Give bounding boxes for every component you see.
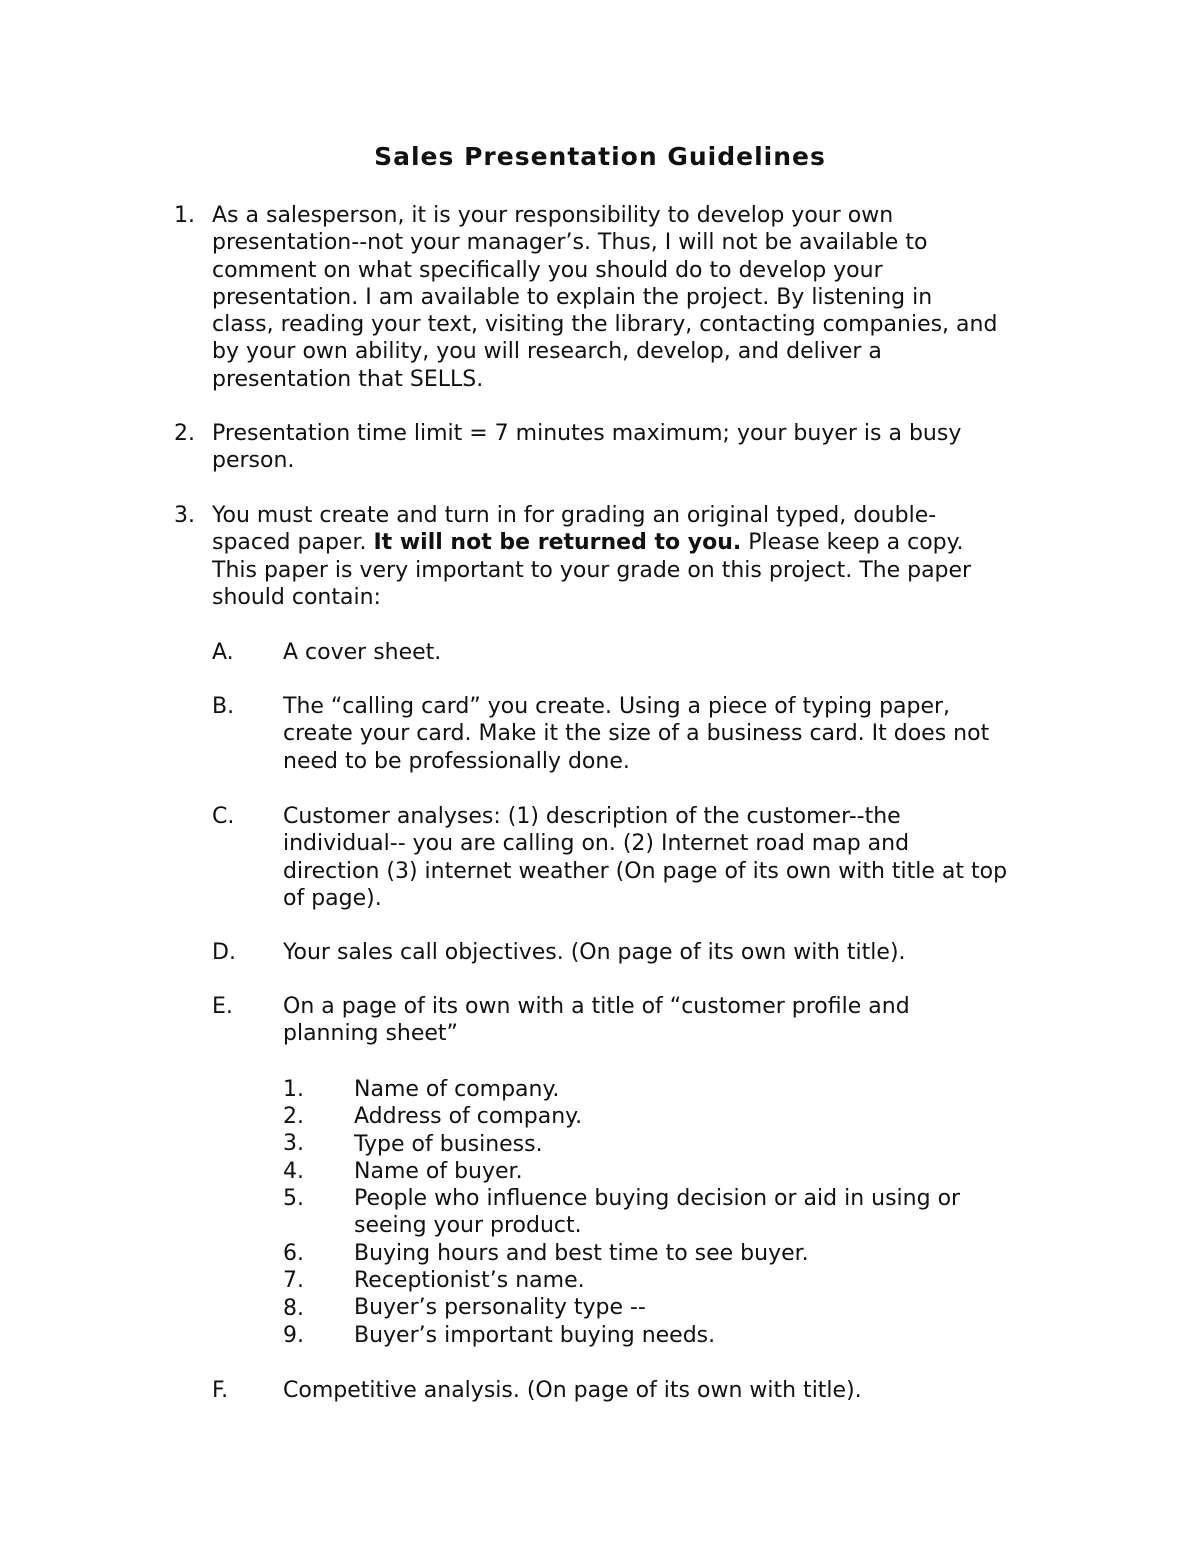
list-item: People who influence buying decision or aid in using or xyxy=(354,1186,961,1212)
list-item: Address of company. xyxy=(354,1104,583,1130)
sub-item-e-letter: E. xyxy=(212,994,233,1019)
item-1-number: 1. xyxy=(174,203,195,228)
text-line: presentation. I am available to explain the project. By listening in xyxy=(212,284,933,310)
profile-item-number: 8. xyxy=(283,1296,304,1321)
list-item: seeing your product. xyxy=(354,1213,582,1239)
sub-item-a-letter: A. xyxy=(212,640,234,665)
text-line: should contain: xyxy=(212,584,381,610)
sub-item-c-text xyxy=(283,803,1007,912)
item-3-number: 3. xyxy=(174,503,195,528)
text-line: planning sheet” xyxy=(283,1021,458,1047)
text-line: Customer analyses: (1) description of the customer--the xyxy=(283,804,901,829)
page-title: Sales Presentation Guidelines xyxy=(374,142,826,171)
item-2-text xyxy=(212,420,961,475)
item-2-number: 2. xyxy=(174,421,195,446)
sub-item-d-text xyxy=(283,939,906,966)
text-line: need to be professionally done. xyxy=(283,748,630,774)
profile-item-number: 1. xyxy=(283,1077,304,1102)
profile-item-number: 3. xyxy=(283,1131,304,1156)
text-line: The “calling card” you create. Using a piece of typing paper, xyxy=(283,694,951,719)
text-line: presentation that SELLS. xyxy=(212,366,484,392)
text-line: person. xyxy=(212,448,295,474)
sub-item-d-letter: D. xyxy=(212,940,236,965)
text-line xyxy=(212,529,971,556)
list-item: Receptionist’s name. xyxy=(354,1268,585,1294)
sub-item-b-letter: B. xyxy=(212,694,235,719)
item-3-text xyxy=(212,502,971,611)
text-line: You must create and turn in for grading an original typed, double- xyxy=(212,503,937,528)
list-item: Buyer’s important buying needs. xyxy=(354,1322,716,1348)
profile-list xyxy=(354,1076,960,1349)
text-line: A cover sheet. xyxy=(283,640,442,665)
text-line: create your card. Make it the size of a business card. It does not xyxy=(283,721,990,747)
list-item: Name of company. xyxy=(354,1077,560,1102)
text-segment: spaced paper. xyxy=(212,530,374,556)
text-line: Presentation time limit = 7 minutes maximum; your buyer is a busy xyxy=(212,421,962,446)
sub-item-c-letter: C. xyxy=(212,804,235,829)
profile-item-number: 6. xyxy=(283,1241,304,1266)
list-item: Buyer’s personality type -- xyxy=(354,1295,646,1321)
text-line: by your own ability, you will research, develop, and deliver a xyxy=(212,339,882,365)
emphasis-text: It will not be returned to you. xyxy=(373,530,742,556)
text-line: Competitive analysis. (On page of its own with title). xyxy=(283,1378,862,1403)
item-1-text xyxy=(212,202,997,393)
list-item: Buying hours and best time to see buyer. xyxy=(354,1240,809,1266)
profile-item-number: 2. xyxy=(283,1104,304,1129)
sub-item-f-letter: F. xyxy=(212,1378,229,1403)
list-item: Name of buyer. xyxy=(354,1158,523,1184)
text-line: As a salesperson, it is your responsibility to develop your own xyxy=(212,203,894,228)
text-line: class, reading your text, visiting the library, contacting companies, and xyxy=(212,312,998,338)
text-line: On a page of its own with a title of “customer profile and xyxy=(283,994,910,1019)
list-item: Type of business. xyxy=(354,1131,543,1157)
text-segment: Please keep a copy. xyxy=(741,530,964,556)
text-line: presentation--not your manager’s. Thus, I will not be available to xyxy=(212,230,928,256)
profile-item-number: 7. xyxy=(283,1268,304,1293)
text-line: comment on what specifically you should do to develop your xyxy=(212,257,883,283)
profile-item-number: 4. xyxy=(283,1159,304,1184)
profile-item-number: 9. xyxy=(283,1323,304,1348)
text-line: direction (3) internet weather (On page of its own with title at top xyxy=(283,858,1008,884)
sub-item-e-text xyxy=(283,993,910,1048)
sub-item-f-text xyxy=(283,1377,862,1404)
sub-item-b-text xyxy=(283,693,989,775)
sub-item-a-text xyxy=(283,639,441,666)
text-line: of page). xyxy=(283,885,382,911)
text-line: Your sales call objectives. (On page of its own with title). xyxy=(283,940,906,965)
text-line: individual-- you are calling on. (2) Internet road map and xyxy=(283,831,910,857)
profile-item-number: 5. xyxy=(283,1186,304,1211)
text-line: This paper is very important to your grade on this project. The paper xyxy=(212,557,972,583)
